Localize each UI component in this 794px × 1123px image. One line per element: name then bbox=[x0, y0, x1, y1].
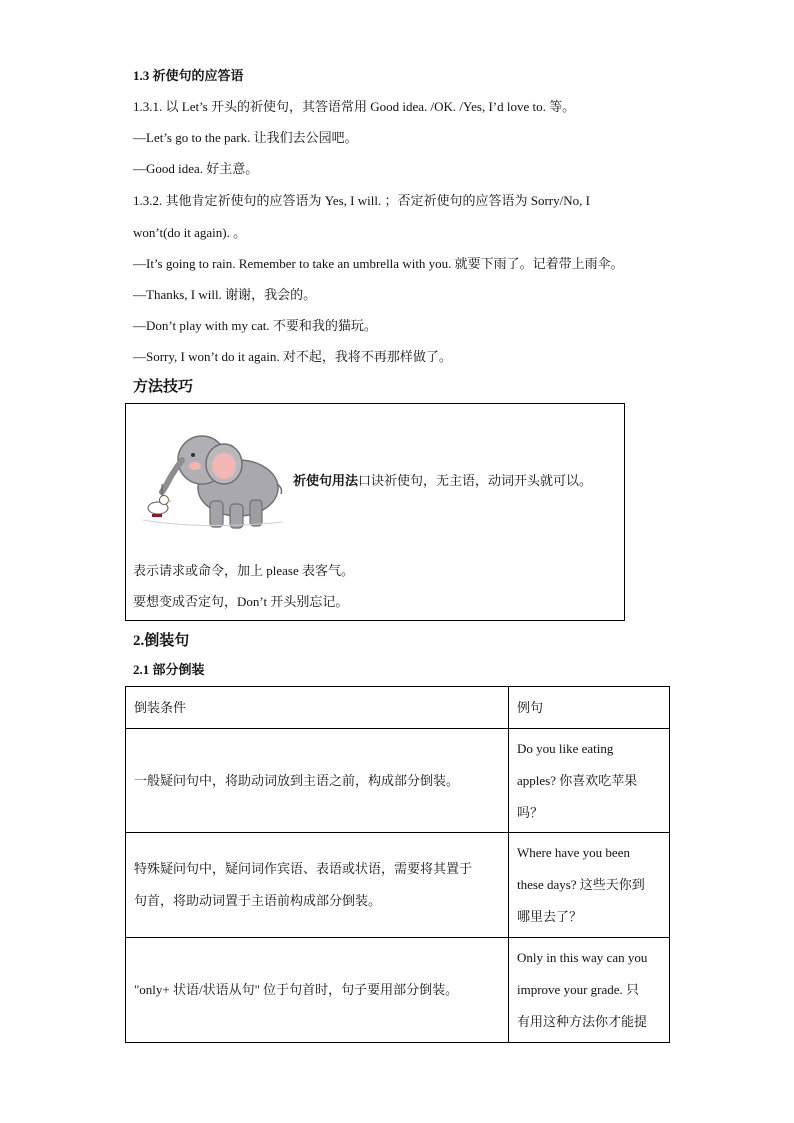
paragraph-rule-2-cont: won’t(do it again). 。 bbox=[133, 225, 247, 240]
condition-cell: "only+ 状语/状语从句" 位于句首时，句子要用部分倒装。 bbox=[126, 938, 509, 1043]
tip-rhyme-2: 表示请求或命令，加上 please 表客气。 bbox=[133, 563, 354, 578]
example-sentence: —Thanks, I will. 谢谢，我会的。 bbox=[133, 287, 317, 302]
example-sentence: —Sorry, I won’t do it again. 对不起，我将不再那样做了。 bbox=[133, 349, 452, 364]
example-line: Only in this way can you bbox=[517, 950, 648, 965]
tip-label: 祈使句用法 bbox=[293, 473, 359, 488]
table-header-cell: 例句 bbox=[509, 687, 670, 729]
table-row bbox=[126, 729, 670, 833]
section-heading: 2.倒装句 bbox=[133, 633, 190, 649]
tips-box bbox=[125, 403, 625, 621]
tip-rhyme-line bbox=[293, 472, 592, 490]
example-sentence: —Let’s go to the park. 让我们去公园吧。 bbox=[133, 130, 358, 145]
paragraph-rule-2: 1.3.2. 其他肯定祈使句的应答语为 Yes, I will. ；否定祈使句的应答语为 Sorry/No, I bbox=[133, 193, 590, 208]
inversion-table bbox=[125, 686, 670, 1043]
example-line: 吗？ bbox=[517, 804, 544, 820]
tip-rhyme-3: 要想变成否定句，Don’t 开头别忘记。 bbox=[133, 594, 349, 609]
example-line: improve your grade. 只 bbox=[517, 982, 640, 997]
condition-line: 特殊疑问句中，疑问词作宾语、表语或状语，需要将其置于 bbox=[134, 861, 473, 876]
example-sentence: —It’s going to rain. Remember to take an umbrella with you. 就要下雨了。记着带上雨伞。 bbox=[133, 256, 624, 271]
elephant-illustration bbox=[138, 426, 286, 531]
example-line: Where have you been bbox=[517, 845, 630, 860]
example-cell bbox=[509, 938, 670, 1043]
condition-cell bbox=[126, 833, 509, 938]
example-line: Do you like eating bbox=[517, 740, 614, 756]
example-line: these days? 这些天你到 bbox=[517, 877, 645, 892]
condition-cell: 一般疑问句中，将助动词放到主语之前，构成部分倒装。 bbox=[126, 729, 509, 833]
table-row bbox=[126, 938, 670, 1043]
tip-rhyme-1: 口诀祈使句，无主语，动词开头就可以。 bbox=[358, 473, 593, 488]
example-sentence: —Don’t play with my cat. 不要和我的猫玩。 bbox=[133, 318, 377, 333]
example-line: 哪里去了？ bbox=[517, 909, 583, 924]
example-line: 有用这种方法你才能提 bbox=[517, 1014, 648, 1029]
example-cell bbox=[509, 729, 670, 833]
example-sentence: —Good idea. 好主意。 bbox=[133, 161, 259, 176]
section-heading: 1.3 祈使句的应答语 bbox=[133, 68, 244, 83]
table-row bbox=[126, 833, 670, 938]
paragraph-rule-1: 1.3.1. 以 Let’s 开头的祈使句，其答语常用 Good idea. /OK. /Yes, I’d love to. 等。 bbox=[133, 99, 576, 114]
table-header-row bbox=[126, 687, 670, 729]
example-line: apples? 你喜欢吃苹果 bbox=[517, 772, 638, 788]
table-header-cell: 倒装条件 bbox=[126, 687, 509, 729]
tips-heading: 方法技巧 bbox=[133, 379, 194, 395]
condition-line: 句首，将助动词置于主语前构成部分倒装。 bbox=[134, 893, 382, 908]
example-cell bbox=[509, 833, 670, 938]
sub-heading: 2.1 部分倒装 bbox=[133, 662, 205, 677]
